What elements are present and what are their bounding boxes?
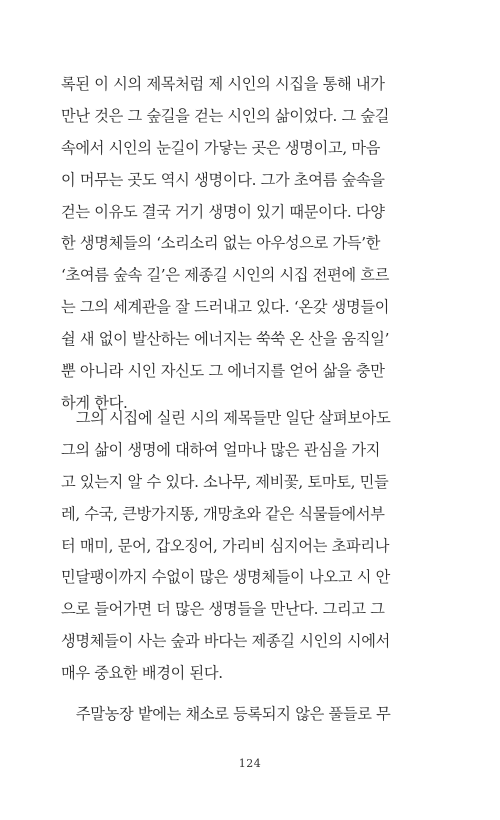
text-line: 이 머무는 곳도 역시 생명이다. 그가 초여름 숲속을 [61,170,385,189]
text-line: ‘초여름 숲속 길’은 제종길 시인의 시집 전편에 흐르 [61,266,390,285]
text-line: 매우 중요한 배경이 된다. [61,664,223,683]
text-line: 하게 한다. [61,393,128,412]
text-line: 뿐 아니라 시인 자신도 그 에너지를 얻어 삶을 충만 [61,362,385,381]
text-line: 속에서 시인의 눈길이 가닿는 곳은 생명이고, 마음 [61,138,381,157]
text-line: 는 그의 세계관을 잘 드러내고 있다. ‘온갖 생명들이 [61,298,390,317]
text-line: 고 있는지 알 수 있다. 소나무, 제비꽃, 토마토, 민들 [61,472,389,491]
text-line: 민달팽이까지 수없이 많은 생명체들이 나오고 시 안 [61,568,390,587]
page-number: 124 [238,757,262,770]
text-line: 으로 들어가면 더 많은 생명들을 만난다. 그리고 그 [61,600,385,619]
text-line: 만난 것은 그 숲길을 걷는 시인의 삶이었다. 그 숲길 [61,106,390,125]
text-line: 쉴 새 없이 발산하는 에너지는 쑥쑥 온 산을 움직일’ [61,330,390,349]
text-line: 주말농장 밭에는 채소로 등록되지 않은 풀들로 무 [61,705,391,723]
text-line: 생명체들이 사는 숲과 바다는 제종길 시인의 시에서 [61,632,390,651]
text-line: 그의 삶이 생명에 대하여 얼마나 많은 관심을 가지 [61,440,381,459]
paragraph-2 [61,403,441,690]
text-line: 레, 수국, 큰방가지똥, 개망초와 같은 식물들에서부 [61,504,385,523]
text-line: 걷는 이유도 결국 거기 생명이 있기 때문이다. 다양 [61,202,385,221]
text-line: 한 생명체들의 ‘소리소리 없는 아우성으로 가득’한 [61,234,381,253]
text-line: 록된 이 시의 제목처럼 제 시인의 시집을 통해 내가 [61,75,385,93]
paragraph-1 [61,69,441,420]
text-line: 터 매미, 문어, 갑오징어, 가리비 심지어는 초파리나 [61,536,390,555]
text-line: 그의 시집에 실린 시의 제목들만 일단 살펴보아도 [61,409,391,427]
paragraph-3 [61,699,441,731]
